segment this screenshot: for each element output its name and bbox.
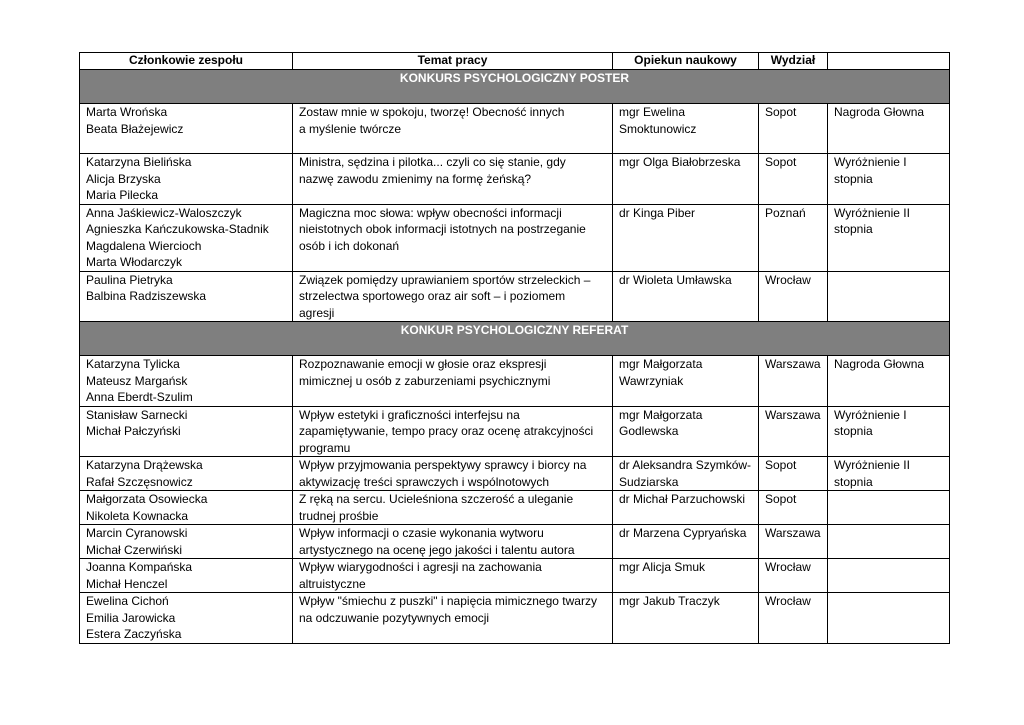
faculty-text: Sopot [765,105,797,119]
supervisor-cell [613,356,759,407]
faculty-cell [759,271,828,322]
team-members-line: Anna Eberdt-Szulim [86,390,193,404]
topic-cell [293,457,613,491]
topic-line: na odczuwanie pozytywnych emocji [299,610,490,625]
team-members-line: Maria Pilecka [86,188,159,202]
topic-line: agresji [299,305,335,320]
topic-line: altruistyczne [299,576,366,591]
table-row [80,406,950,457]
faculty-text: Warszawa [765,407,821,422]
section-row [80,322,950,356]
table-row [80,593,950,644]
topic-line: Wpływ informacji o czasie wykonania wytworu [299,526,544,540]
supervisor-cell [613,204,759,271]
faculty-text: Sopot [765,458,797,472]
topic-cell [293,491,613,525]
topic-line: Wpływ wiarygodności i agresji na zachowania [299,560,542,574]
team-members-line: Nikoleta Kownacka [86,508,189,523]
faculty-text: Wrocław [765,272,811,287]
topic-line: Związek pomiędzy uprawianiem sportów strzeleckich – [299,272,591,287]
team-members-line: Katarzyna Bielińska [86,155,192,169]
faculty-text: Sopot [765,155,797,169]
team-members-cell [80,525,293,559]
team-members-line: Marta Włodarczyk [86,255,183,269]
topic-line: nazwę zawodu zmienimy na formę żeńską? [299,171,532,186]
team-members-line: Marcin Cyranowski [86,526,188,540]
topic-cell [293,559,613,593]
team-members-line: Michał Czerwiński [86,542,183,557]
award-line: Wyróżnienie I [834,155,907,169]
supervisor-line: mgr Małgorzata [619,407,703,422]
team-members-line: Estera Zaczyńska [86,627,182,641]
topic-line: Rozpoznawanie emocji w głosie oraz ekspresji [299,357,547,371]
supervisor-cell [613,457,759,491]
topic-line: Ministra, sędzina i pilotka... czyli co się stanie, gdy [299,155,566,169]
team-members-cell [80,356,293,407]
team-members-line: Marta Wrońska [86,105,168,119]
supervisor-line: Wawrzyniak [619,373,684,388]
supervisor-line: Smoktunowicz [619,121,697,136]
table-row [80,559,950,593]
supervisor-cell [613,104,759,154]
award-line: Wyróżnienie II [834,205,910,220]
faculty-cell [759,491,828,525]
team-members-line: Paulina Pietryka [86,272,173,287]
faculty-cell [759,154,828,205]
header-row [80,53,950,70]
table-row [80,457,950,491]
table-row [80,204,950,271]
supervisor-line: Sudziarska [619,474,679,489]
topic-cell [293,525,613,559]
award-cell [828,104,950,154]
faculty-cell [759,204,828,271]
topic-cell [293,356,613,407]
faculty-text: Sopot [765,492,797,506]
header-topic: Temat pracy [293,53,613,70]
team-members-line: Balbina Radziszewska [86,289,207,303]
award-cell [828,154,950,205]
award-line: Wyróżnienie I [834,407,907,422]
topic-line: aktywizację treści sprawczych i wspólnotowych [299,474,550,489]
award-line: stopnia [834,171,873,186]
topic-line: zapamiętywanie, tempo pracy oraz ocenę atrakcyjności [299,424,594,438]
faculty-cell [759,525,828,559]
topic-line: mimicznej u osób z zaburzeniami psychicznymi [299,373,551,388]
topic-line: a myślenie twórcze [299,121,402,136]
topic-line: Wpływ estetyki i graficzności interfejsu na [299,407,520,422]
team-members-line: Alicja Brzyska [86,171,161,186]
supervisor-cell [613,525,759,559]
supervisor-cell [613,593,759,644]
topic-line: osób i ich dokonań [299,238,400,253]
award-line: stopnia [834,424,873,438]
team-members-line: Michał Pałczyński [86,424,181,438]
team-members-cell [80,154,293,205]
header-supervisor: Opiekun naukowy [613,53,759,70]
award-cell [828,406,950,457]
faculty-cell [759,457,828,491]
topic-line: nieistotnych obok informacji istotnych na postrzeganie [299,222,586,236]
supervisor-line: dr Aleksandra Szymków- [619,458,752,472]
table-row [80,154,950,205]
table-body [80,70,950,644]
team-members-line: Mateusz Margańsk [86,373,188,388]
award-line: Nagroda Głowna [834,357,925,371]
topic-line: Z ręką na sercu. Ucieleśniona szczerość a uleganie [299,492,574,506]
supervisor-cell [613,406,759,457]
faculty-text: Poznań [765,205,806,220]
award-cell [828,356,950,407]
supervisor-line: dr Wioleta Umławska [619,272,732,287]
faculty-text: Warszawa [765,526,821,540]
faculty-cell [759,593,828,644]
topic-cell [293,271,613,322]
topic-line: Magiczna moc słowa: wpływ obecności informacji [299,205,562,220]
table-row [80,356,950,407]
supervisor-line: dr Marzena Cypryańska [619,526,747,540]
supervisor-line: dr Kinga Piber [619,205,696,220]
topic-line: programu [299,440,351,455]
award-line: stopnia [834,474,873,489]
supervisor-line: dr Michał Parzuchowski [619,492,746,506]
team-members-cell [80,204,293,271]
team-members-line: Agnieszka Kańczukowska-Stadnik [86,222,269,236]
topic-cell [293,406,613,457]
section-title: KONKUR PSYCHOLOGICZNY REFERAT [80,322,950,356]
team-members-line: Joanna Kompańska [86,560,193,574]
team-members-line: Anna Jaśkiewicz-Waloszczyk [86,205,242,220]
award-cell [828,559,950,593]
table-row [80,271,950,322]
supervisor-line: mgr Olga Białobrzeska [619,155,741,169]
team-members-cell [80,271,293,322]
supervisor-line: mgr Jakub Traczyk [619,594,720,608]
faculty-cell [759,559,828,593]
award-line: Nagroda Głowna [834,105,925,119]
award-cell [828,457,950,491]
supervisor-cell [613,271,759,322]
supervisor-line: mgr Alicja Smuk [619,560,706,574]
table-row [80,525,950,559]
team-members-line: Michał Henczel [86,576,168,591]
team-members-cell [80,559,293,593]
supervisor-line: Godlewska [619,424,679,438]
table-row [80,104,950,154]
award-cell [828,525,950,559]
topic-line: artystycznego na ocenę jego jakości i talentu autora [299,542,575,557]
topic-cell [293,593,613,644]
topic-line: Zostaw mnie w spokoju, tworzę! Obecność innych [299,105,565,119]
faculty-text: Wrocław [765,594,811,608]
topic-cell [293,154,613,205]
topic-line: Wpływ "śmiechu z puszki" i napięcia mimicznego twarzy [299,594,597,608]
supervisor-cell [613,154,759,205]
topic-cell [293,104,613,154]
team-members-line: Beata Błażejewicz [86,121,184,136]
faculty-cell [759,356,828,407]
award-cell [828,593,950,644]
topic-line: Wpływ przyjmowania perspektywy sprawcy i biorcy na [299,458,587,472]
award-cell [828,271,950,322]
team-members-line: Stanisław Sarnecki [86,407,188,422]
supervisor-cell [613,559,759,593]
supervisor-line: mgr Ewelina [619,105,686,119]
faculty-cell [759,104,828,154]
team-members-cell [80,104,293,154]
topic-line: strzelectwa sportowego oraz air soft – i poziomem [299,289,566,303]
section-title: KONKURS PSYCHOLOGICZNY POSTER [80,70,950,104]
faculty-cell [759,406,828,457]
supervisor-line: mgr Małgorzata [619,357,703,371]
team-members-line: Ewelina Cichoń [86,594,169,608]
team-members-line: Katarzyna Tylicka [86,357,180,371]
header-members: Członkowie zespołu [80,53,293,70]
faculty-text: Warszawa [765,357,821,371]
section-row [80,70,950,104]
topic-cell [293,204,613,271]
team-members-line: Magdalena Wiercioch [86,238,202,253]
header-award [828,53,950,70]
team-members-cell [80,406,293,457]
team-members-cell [80,593,293,644]
team-members-line: Katarzyna Drążewska [86,458,203,472]
table-row [80,491,950,525]
team-members-cell [80,457,293,491]
team-members-cell [80,491,293,525]
award-cell [828,491,950,525]
supervisor-cell [613,491,759,525]
header-faculty: Wydział [759,53,828,70]
results-table [79,52,950,644]
team-members-line: Rafał Szczęsnowicz [86,474,193,489]
team-members-line: Małgorzata Osowiecka [86,492,208,506]
award-cell [828,204,950,271]
team-members-line: Emilia Jarowicka [86,610,176,625]
topic-line: trudnej prośbie [299,508,379,523]
faculty-text: Wrocław [765,560,811,574]
award-line: Wyróżnienie II [834,458,910,472]
award-line: stopnia [834,222,873,236]
